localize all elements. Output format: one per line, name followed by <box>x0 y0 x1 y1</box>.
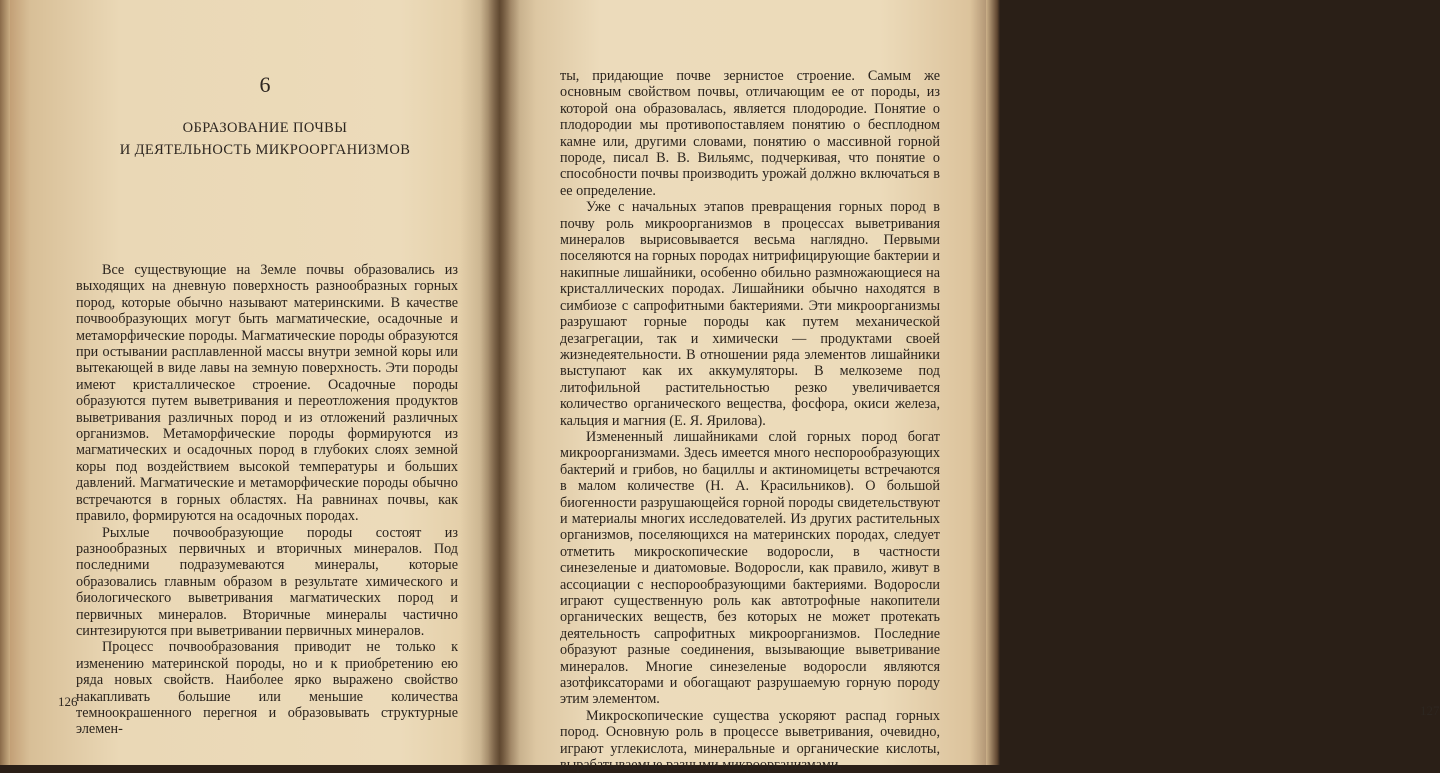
page-number-right: 127 <box>1420 703 1440 718</box>
paragraph: Рыхлые почвообразующие породы состоят из разнообразных первичных и вторичных минералов. Под последними подразумеваются минералы, которые образовались главным образом в результате химического и биологического выветривания магматических пород и первичных минералов. Вторичные минералы частично синтезируются при выветривании первичных минералов. <box>76 524 458 639</box>
left-gutter-shadow <box>460 0 500 765</box>
right-page-body <box>560 68 940 773</box>
right-page-edge <box>986 0 1000 765</box>
chapter-title-line-1: ОБРАЗОВАНИЕ ПОЧВЫ <box>182 120 348 136</box>
chapter-title <box>70 117 460 161</box>
paragraph: Процесс почвообразования приводит не только к изменению материнской породы, но и к приобретению ею ряда новых свойств. Наиболее ярко выражено свойство накапливать большие или меньшие количества темноокрашенного перегноя и образовывать структурные элемен- <box>76 639 458 738</box>
paragraph: Все существующие на Земле почвы образовались из выходящих на дневную поверхность разнообразных горных пород, которые обычно называют материнскими. В качестве почвообразующих могут быть магматические, осадочные и метаморфические породы. Магматические породы образуются при остывании расплавленной массы внутри земной коры или вытекающей в виде лавы на земную поверхность. Эти породы имеют кристаллическое строение. Осадочные породы образуются путем выветривания и переотложения продуктов выветривания различных пород и из отложений различных организмов. Метаморфические породы формируются из магматических и осадочных пород в глубоких слоях земной коры под воздействием высокой температуры и больших давлений. Магматические и метаморфические породы обычно встречаются в горных областях. На равнинах почвы, как правило, формируются на осадочных породах. <box>76 262 458 525</box>
paragraph: Уже с начальных этапов превращения горных пород в почву роль микроорганизмов в процессах выветривания минералов вырисовывается весьма наглядно. Первыми поселяются на горных породах нитрифицирующие бактерии и накипные лишайники, особенно обильно размножающиеся на кристаллических породах. Лишайники обычно находятся в симбиозе с сапрофитными бактериями. Эти микроорганизмы разрушают горные породы как путем механической дезагрегации, так и химически — продуктами своей жизнедеятельности. В отношении ряда элементов лишайники выступают как их аккумуляторы. В мелкоземе под литофильной растительностью резко увеличивается количество органического вещества, фосфора, окиси железа, кальция и магния (Е. Я. Ярилова). <box>560 199 940 429</box>
paragraph: Микроскопические существа ускоряют распад горных пород. Основную роль в процессе выветривания, очевидно, играют углекислота, минеральные и органические кислоты, вырабатываемые разными микроорганизмами. <box>560 707 940 773</box>
paragraph: ты, придающие почве зернистое строение. Самым же основным свойством почвы, отличающим ее от породы, из которой она образовалась, является плодородие. Понятие о плодородии мы противопоставляем понятию о бесплодном камне или, другими словами, понятию о массивной горной породе, писал В. В. Вильямс, подчеркивая, что понятие о способности почвы производить урожай должно включаться в ее определение. <box>560 68 940 199</box>
right-gutter-shadow <box>500 0 536 765</box>
left-page <box>0 0 500 765</box>
chapter-number: 6 <box>259 72 271 97</box>
paragraph: Измененный лишайниками слой горных пород богат микроорганизмами. Здесь имеется много неспорообразующих бактерий и грибов, но бациллы и актиномицеты встречаются в малом количестве (Н. А. Красильников). О большой биогенности разрушающейся горной породы свидетельствуют и материалы многих исследователей. Из других растительных организмов, поселяющихся на материнских породах, следует отметить микроскопические водоросли, в частности синезеленые и диатомовые. Водоросли, как правило, живут в ассоциации с неспорообразующими бактериями. Водоросли играют существенную роль как автотрофные накопители органических веществ, без которых не может протекать деятельность сапрофитных микроорганизмов. Последние образуют разные соединения, вызывающие выветривание минералов. Многие синезеленые водоросли являются азотфиксаторами и обогащают разрушаемую горную породу этим элементом. <box>560 428 940 708</box>
left-page-body <box>76 262 458 738</box>
page-number-left: 126 <box>58 694 78 709</box>
chapter-title-line-2: И ДЕЯТЕЛЬНОСТЬ МИКРООРГАНИЗМОВ <box>119 142 411 158</box>
left-page-edge <box>0 0 10 765</box>
